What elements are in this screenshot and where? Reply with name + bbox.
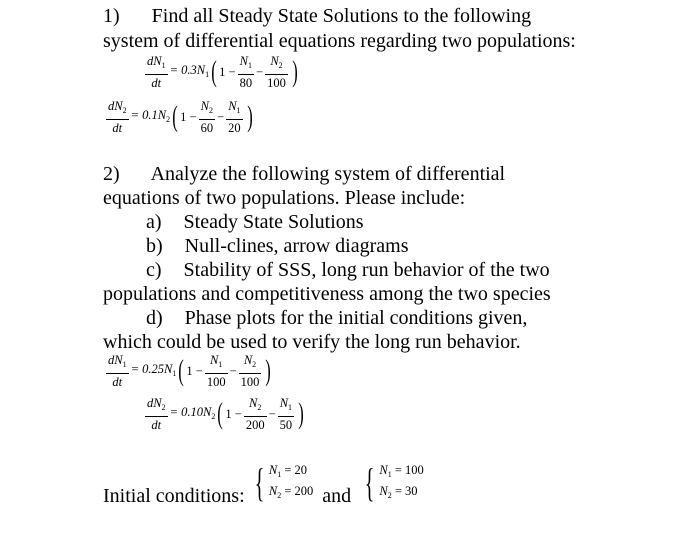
q1-number: 1) bbox=[103, 5, 120, 27]
q1-heading bbox=[103, 4, 531, 28]
q1-line2: system of differential equations regarding two populations: bbox=[103, 30, 576, 52]
q2-item-d-cont: which could be used to verify the long run behavior. bbox=[103, 331, 521, 353]
q1-line1: Find all Steady State Solutions to the following bbox=[151, 5, 532, 27]
brace-2: { bbox=[364, 460, 375, 506]
initial-conditions-label: Initial conditions: bbox=[103, 485, 245, 508]
and-text: and bbox=[322, 485, 352, 508]
q2-line1: Analyze the following system of differential bbox=[150, 163, 506, 185]
q2-item-c: c) Stability of SSS, long run behavior of the two bbox=[146, 259, 550, 281]
q2-equation-1: $\frac{dN_1}{dt}$ = $0.25N_1$( 1 − $\frac{N_1}{100}$ − $\frac{N_2}{100}$ ) bbox=[108, 353, 272, 389]
initial-condition-set-2: $N_1 = 100$ $N_2 = 30$ bbox=[379, 463, 424, 501]
q2-equation-2: $\frac{dN_2}{dt}$ = $0.10N_2$( 1 − $\frac{N_2}{200}$ − $\frac{N_1}{50}$ ) bbox=[147, 396, 304, 432]
q2-item-a: a) Steady State Solutions bbox=[146, 211, 364, 233]
initial-condition-set-1: $N_1 = 20$ $N_2 = 200$ bbox=[268, 463, 314, 501]
initial-conditions bbox=[103, 460, 424, 508]
q2-heading bbox=[103, 162, 505, 186]
q2-item-b: b) Null-clines, arrow diagrams bbox=[146, 235, 409, 257]
q2-line2: equations of two populations. Please include: bbox=[103, 187, 466, 209]
q2-item-c-cont: populations and competitiveness among the two species bbox=[103, 283, 551, 305]
q1-equation-2: $\frac{dN_2}{dt}$ = $0.1N_2$( 1 − $\frac{N_2}{60}$ − $\frac{N_1}{20}$ ) bbox=[108, 99, 253, 135]
q2-item-d: d) Phase plots for the initial conditions given, bbox=[146, 307, 528, 329]
q1-equation-1: $\frac{dN_1}{dt}$ = $0.3N_1$( 1 − $\frac{N_1}{80}$ − $\frac{N_2}{100}$ ) bbox=[147, 54, 298, 90]
brace-1: { bbox=[254, 460, 265, 506]
q2-number: 2) bbox=[103, 163, 120, 185]
